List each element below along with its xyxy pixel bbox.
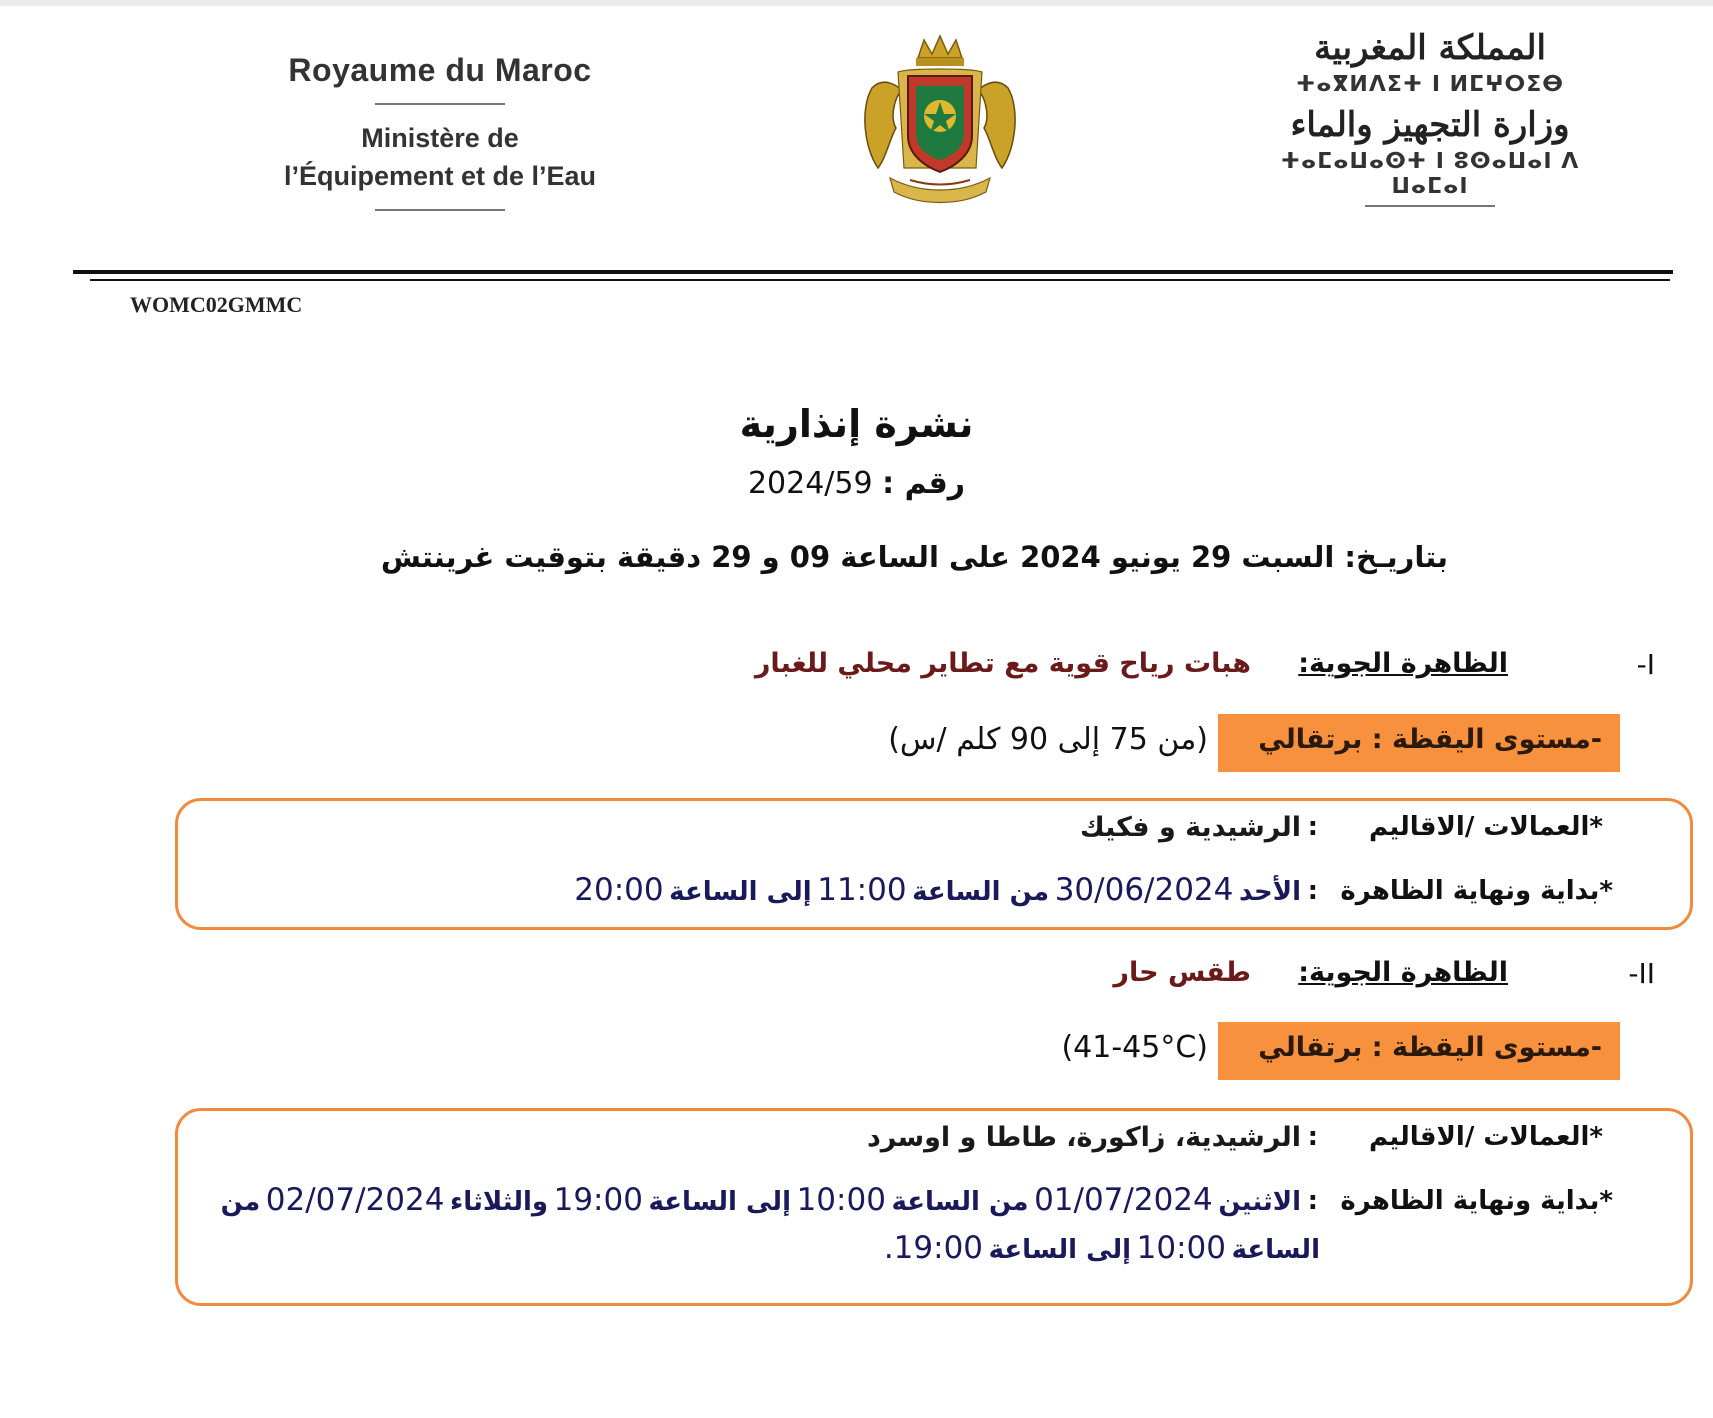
section-2-phenomenon: طقس حار xyxy=(1113,957,1251,988)
section-2-regions-sep: : xyxy=(1307,1122,1318,1152)
section-1-phenomenon-label: الظاهرة الجوية: xyxy=(1298,648,1508,679)
section-1-regions-label: *العمالات /الاقاليم xyxy=(1369,812,1603,842)
section-2-roman: II- xyxy=(1628,957,1655,990)
divider xyxy=(375,209,505,211)
ministry-name-tifinagh: ⵜⴰⵎⴰⵡⴰⵙⵜ ⵏ ⵓⵙⴰⵡⴰⵏ ⴷ ⵡⴰⵎⴰⵏ xyxy=(1280,149,1580,199)
header-arabic xyxy=(1250,28,1610,207)
section-1-phenomenon: هبات رياح قوية مع تطاير محلي للغبار xyxy=(754,648,1251,679)
header-rule-thick xyxy=(73,270,1673,274)
section-1-period-label: *بداية ونهاية الظاهرة xyxy=(1340,876,1613,906)
divider xyxy=(375,103,505,105)
header-rule-thin xyxy=(90,279,1670,281)
section-1-period-sep: : xyxy=(1307,876,1318,906)
section-2-regions-label: *العمالات /الاقاليم xyxy=(1369,1122,1603,1152)
section-1-roman: I- xyxy=(1636,648,1655,681)
header-french xyxy=(240,52,640,225)
section-1-alert-level: -مستوى اليقظة : برتقالي xyxy=(1218,714,1620,772)
bulletin-title: نشرة إنذارية xyxy=(739,402,974,446)
section-2-regions: الرشيدية، زاكورة، طاطا و اوسرد xyxy=(866,1122,1301,1153)
issue-date: بتاريـخ: السبت 29 يونيو 2024 على الساعة 09 و 29 دقيقة بتوقيت غرينتش xyxy=(380,540,1448,574)
reference-code: WOMC02GMMC xyxy=(130,292,303,317)
section-2-phenomenon-label: الظاهرة الجوية: xyxy=(1298,957,1508,988)
section-1-alert-range: (من 75 إلى 90 كلم /س) xyxy=(888,722,1208,757)
bulletin-number xyxy=(0,466,1713,501)
section-1-schedule: الأحد 30/06/2024 من الساعة 11:00 إلى الساعة 20:00 xyxy=(574,872,1301,908)
kingdom-name-tifinagh: ⵜⴰⴳⵍⴷⵉⵜ ⵏ ⵍⵎⵖⵔⵉⴱ xyxy=(1295,72,1564,97)
divider xyxy=(1365,205,1495,207)
section-2-period-sep: : xyxy=(1307,1186,1318,1216)
ministry-name-fr-line1: Ministère de xyxy=(361,123,519,153)
section-2-alert-level: -مستوى اليقظة : برتقالي xyxy=(1218,1022,1620,1080)
section-1-regions: الرشيدية و فكيك xyxy=(1080,812,1301,843)
ministry-name-fr-line2: l’Équipement et de l’Eau xyxy=(283,161,597,191)
kingdom-name-fr: Royaume du Maroc xyxy=(288,52,592,88)
ministry-name-ar: وزارة التجهيز والماء xyxy=(1290,105,1570,145)
section-2-period-label: *بداية ونهاية الظاهرة xyxy=(1340,1186,1613,1216)
kingdom-name-ar: المملكة المغربية xyxy=(1314,28,1546,68)
number-label: رقم : xyxy=(882,466,966,501)
section-2-schedule-line2: الساعة 10:00 إلى الساعة 19:00. xyxy=(883,1230,1320,1266)
number-value: 2024/59 xyxy=(747,466,873,501)
coat-of-arms-icon xyxy=(850,28,1030,213)
section-1-regions-sep: : xyxy=(1307,812,1318,842)
section-2-schedule-line1: الاثنين 01/07/2024 من الساعة 10:00 إلى الساعة 19:00 والثلاثاء 02/07/2024 من xyxy=(220,1182,1301,1218)
section-2-alert-range: (41-45°C) xyxy=(1061,1030,1208,1065)
top-strip xyxy=(0,0,1713,6)
